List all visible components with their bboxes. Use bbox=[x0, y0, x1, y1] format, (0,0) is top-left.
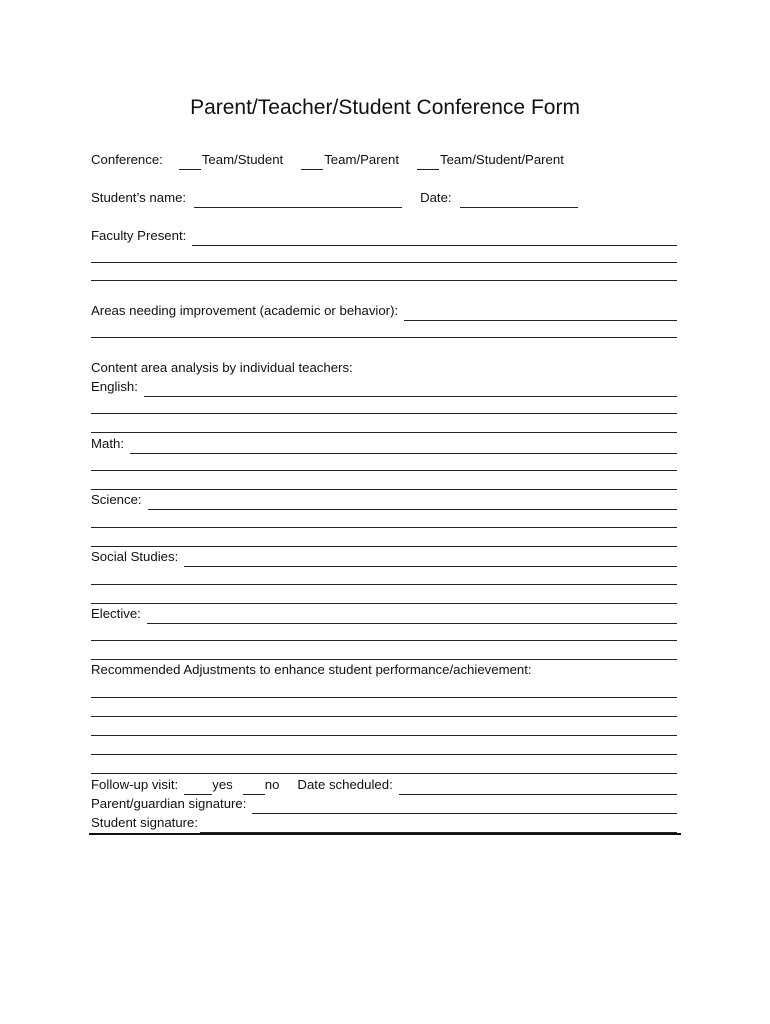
content-heading-text: Content area analysis by individual teachers: bbox=[91, 360, 353, 375]
faculty-label: Faculty Present: bbox=[91, 228, 187, 243]
recommended-label: Recommended Adjustments to enhance student performance/achievement: bbox=[91, 662, 532, 677]
option-label: Team/Student bbox=[201, 152, 284, 167]
english-field[interactable] bbox=[144, 381, 677, 397]
science-label: Science: bbox=[91, 492, 142, 507]
math-label: Math: bbox=[91, 436, 124, 451]
recommended-line[interactable] bbox=[91, 773, 677, 774]
student-signature-row bbox=[91, 813, 677, 833]
student-name-field[interactable] bbox=[194, 192, 402, 208]
recommended-heading bbox=[91, 660, 677, 680]
followup-no-label: no bbox=[264, 777, 280, 792]
checkbox-blank[interactable] bbox=[301, 154, 323, 170]
parent-signature-row bbox=[91, 794, 677, 814]
science-line[interactable] bbox=[91, 527, 677, 528]
recommended-line[interactable] bbox=[91, 735, 677, 736]
parent-signature-label: Parent/guardian signature: bbox=[91, 796, 247, 811]
areas-label: Areas needing improvement (academic or behavior): bbox=[91, 303, 399, 318]
date-scheduled-label: Date scheduled: bbox=[297, 777, 393, 792]
areas-row bbox=[91, 301, 677, 321]
followup-yes-blank[interactable] bbox=[184, 779, 212, 795]
science-field[interactable] bbox=[148, 494, 677, 510]
english-label: English: bbox=[91, 379, 138, 394]
social-studies-line[interactable] bbox=[91, 584, 677, 585]
science-row bbox=[91, 490, 677, 510]
option-label: Team/Student/Parent bbox=[439, 152, 564, 167]
date-scheduled-field[interactable] bbox=[399, 779, 677, 795]
student-name-row bbox=[91, 188, 677, 208]
elective-line[interactable] bbox=[91, 640, 677, 641]
elective-label: Elective: bbox=[91, 606, 141, 621]
areas-field[interactable] bbox=[404, 305, 677, 321]
followup-yes-label: yes bbox=[212, 777, 233, 792]
elective-row bbox=[91, 604, 677, 624]
conference-row bbox=[91, 150, 677, 170]
followup-label: Follow-up visit: bbox=[91, 777, 179, 792]
elective-field[interactable] bbox=[147, 608, 677, 624]
option-team-student[interactable] bbox=[179, 150, 283, 170]
form-title: Parent/Teacher/Student Conference Form bbox=[190, 96, 580, 119]
social-studies-label: Social Studies: bbox=[91, 549, 179, 564]
followup-row bbox=[91, 775, 677, 795]
conference-label: Conference: bbox=[91, 152, 163, 167]
faculty-line[interactable] bbox=[91, 262, 677, 263]
math-row bbox=[91, 434, 677, 454]
english-line[interactable] bbox=[91, 432, 677, 433]
recommended-line[interactable] bbox=[91, 754, 677, 755]
date-field[interactable] bbox=[460, 192, 578, 208]
checkbox-blank[interactable] bbox=[179, 154, 201, 170]
math-line[interactable] bbox=[91, 470, 677, 471]
areas-line[interactable] bbox=[91, 337, 677, 338]
bottom-rule bbox=[89, 833, 681, 835]
date-label: Date: bbox=[420, 190, 452, 205]
option-label: Team/Parent bbox=[324, 152, 399, 167]
checkbox-blank[interactable] bbox=[417, 154, 439, 170]
english-line[interactable] bbox=[91, 413, 677, 414]
parent-signature-field[interactable] bbox=[252, 798, 677, 814]
option-team-student-parent[interactable] bbox=[417, 150, 564, 170]
social-studies-field[interactable] bbox=[184, 551, 677, 567]
social-studies-row bbox=[91, 547, 677, 567]
student-signature-field[interactable] bbox=[200, 817, 677, 833]
recommended-line[interactable] bbox=[91, 697, 677, 698]
option-team-parent[interactable] bbox=[301, 150, 399, 170]
recommended-line[interactable] bbox=[91, 716, 677, 717]
content-heading bbox=[91, 358, 677, 378]
student-signature-label: Student signature: bbox=[91, 815, 199, 830]
faculty-field[interactable] bbox=[192, 230, 677, 246]
math-field[interactable] bbox=[130, 438, 677, 454]
followup-no-blank[interactable] bbox=[243, 779, 265, 795]
faculty-row bbox=[91, 226, 677, 246]
faculty-line[interactable] bbox=[91, 280, 677, 281]
student-name-label: Student’s name: bbox=[91, 190, 187, 205]
english-row bbox=[91, 377, 677, 397]
